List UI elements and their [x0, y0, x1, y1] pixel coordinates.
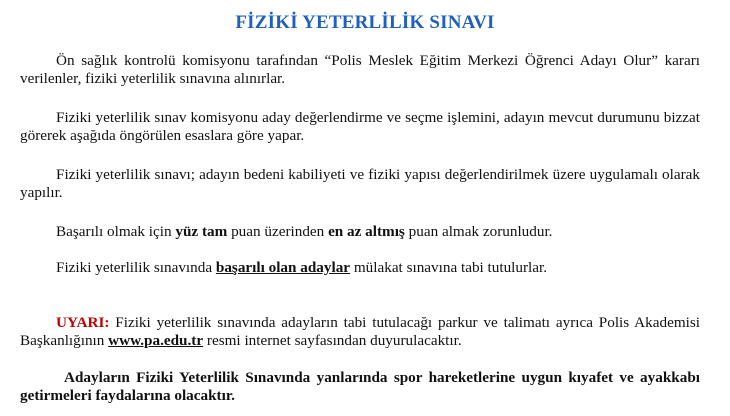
website-link[interactable]: www.pa.edu.tr	[108, 332, 204, 349]
paragraph-health-check: Ön sağlık kontrolü komisyonu tarafından “Polis Meslek Eğitim Merkezi Öğrenci Adayı Olur” kararı verilenler, fiziki yeterlilik sınavına alınırlar.	[20, 52, 700, 87]
interview-text-post: mülakat sınavına tabi tutulurlar.	[350, 259, 548, 276]
paragraph-committee: Fiziki yeterlilik sınav komisyonu aday değerlendirme ve seçme işlemini, adayın mevcut durumunu bizzat görerek aşağıda öngörülen esaslara göre yapar.	[20, 109, 700, 144]
warning-paragraph	[20, 314, 700, 350]
page-title: FİZİKİ YETERLİLİK SINAVI	[235, 12, 495, 33]
paragraph-interview	[20, 259, 700, 277]
passing-minimum: en az altmış	[328, 223, 405, 240]
interview-text-pre: Fiziki yeterlilik sınavında	[56, 259, 216, 276]
warning-text-post: resmi internet sayfasından duyurulacaktır.	[203, 332, 462, 349]
warning-text-pre: Fiziki yeterlilik sınavında adayların tabi tutulacağı parkur ve talimatı ayrıca Polis Akademisi Başkanlığının	[20, 314, 700, 349]
warning-label: UYARI:	[56, 314, 110, 331]
closing-notice: Adayların Fiziki Yeterlilik Sınavında yanlarında spor hareketlerine uygun kıyafet ve ayakkabı getirmeleri faydalarına olacaktır.	[20, 369, 700, 404]
passing-text-mid: puan üzerinden	[227, 223, 329, 240]
paragraph-exam-description: Fiziki yeterlilik sınavı; adayın bedeni kabiliyeti ve fiziki yapısı değerlendirilmek üzere uygulamalı olarak yapılır.	[20, 166, 700, 201]
passing-full-score: yüz tam	[175, 223, 228, 240]
passing-text-pre: Başarılı olmak için	[56, 223, 176, 240]
passing-text-post: puan almak zorunludur.	[404, 223, 553, 240]
successful-candidates: başarılı olan adaylar	[215, 259, 351, 276]
paragraph-passing-score	[20, 223, 700, 241]
